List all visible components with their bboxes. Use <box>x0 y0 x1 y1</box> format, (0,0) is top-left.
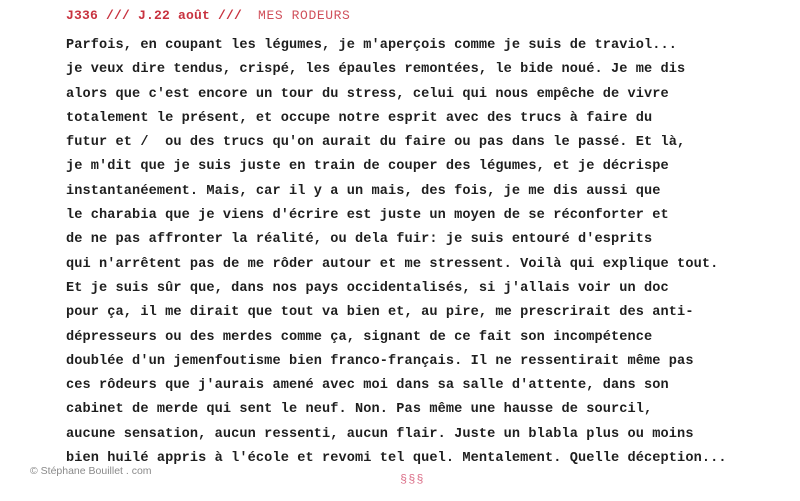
text-line: ces rôdeurs que j'aurais amené avec moi dans sa salle d'attente, dans son <box>66 378 669 394</box>
text-line: instantanéement. Mais, car il y a un mais, des fois, je me dis aussi que <box>66 183 661 199</box>
section-end-mark: §§§ <box>400 473 425 487</box>
text-line: cabinet de merde qui sent le neuf. Non. Pas même une hausse de sourcil, <box>66 402 653 418</box>
text-line: de ne pas affronter la réalité, ou dela fuir: je suis entouré d'esprits <box>66 232 653 248</box>
entry-id: J336 /// J.22 août /// <box>66 8 243 23</box>
text-line: totalement le présent, et occupe notre esprit avec des trucs à faire du <box>66 110 653 126</box>
body-text <box>66 34 786 471</box>
text-line: bien huilé appris à l'école et revomi tel quel. Mentalement. Quelle déception... <box>66 451 727 467</box>
text-line: alors que c'est encore un tour du stress, celui qui nous empêche de vivre <box>66 86 669 102</box>
text-line: je veux dire tendus, crispé, les épaules remontées, le bide noué. Je me dis <box>66 62 686 78</box>
text-line: dépresseurs ou des merdes comme ça, signant de ce fait son incompétence <box>66 329 653 345</box>
text-line: aucune sensation, aucun ressenti, aucun flair. Juste un blabla plus ou moins <box>66 426 694 442</box>
text-line: futur et / ou des trucs qu'on aurait du faire ou pas dans le passé. Et là, <box>66 135 686 151</box>
text-line: Parfois, en coupant les légumes, je m'aperçois comme je suis de traviol... <box>66 38 678 53</box>
copyright-watermark: © Stéphane Bouillet . com <box>30 465 152 477</box>
text-line: qui n'arrêtent pas de me rôder autour et me stressent. Voilà qui explique tout. <box>66 256 719 272</box>
text-line: doublée d'un jemenfoutisme bien franco-français. Il ne ressentirait même pas <box>66 353 694 369</box>
entry-header <box>66 8 350 23</box>
text-line: je m'dit que je suis juste en train de couper des légumes, et je décrispe <box>66 159 669 175</box>
entry-subject: MES RODEURS <box>258 8 351 23</box>
text-line: pour ça, il me dirait que tout va bien et, au pire, me prescrirait des anti- <box>66 305 694 321</box>
text-line: Et je suis sûr que, dans nos pays occidentalisés, si j'allais voir un doc <box>66 280 669 296</box>
text-line: le charabia que je viens d'écrire est juste un moyen de se réconforter et <box>66 208 669 224</box>
